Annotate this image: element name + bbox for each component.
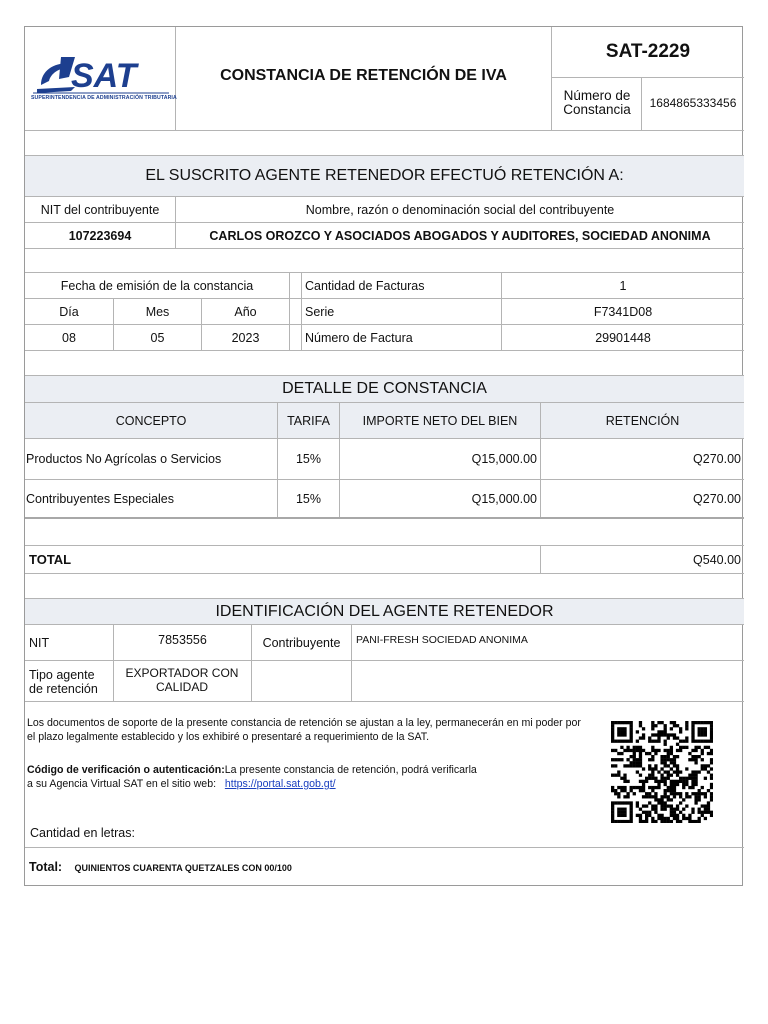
row-retencion: Q270.00	[693, 452, 741, 466]
amount-words-label: Cantidad en letras:	[30, 826, 135, 840]
agent-contribuyente-label: Contribuyente	[262, 635, 341, 650]
invoice-number: 29901448	[595, 330, 651, 345]
row-concepto: Productos No Agrícolas o Servicios	[26, 452, 222, 466]
sat-logo	[31, 49, 177, 109]
column-retencion: RETENCIÓN	[605, 413, 680, 428]
detail-heading: DETALLE DE CONSTANCIA	[282, 380, 487, 397]
year-label: Año	[234, 304, 257, 319]
verification-line-2	[27, 777, 587, 791]
day-label: Día	[59, 304, 79, 319]
serie-value: F7341D08	[593, 304, 653, 319]
month-label: Mes	[145, 304, 170, 319]
form-code: SAT-2229	[605, 41, 691, 62]
row-importe: Q15,000.00	[471, 452, 537, 466]
month-value: 05	[150, 330, 165, 345]
logo-subtext: SUPERINTENDENCIA DE ADMINISTRACIÓN TRIBUTARIA	[31, 95, 177, 101]
verification-text-2: a su Agencia Virtual SAT en el sitio web:	[27, 778, 217, 790]
verification-label: Código de verificación o autenticación:	[27, 764, 225, 776]
day-value: 08	[62, 330, 76, 345]
invoice-count: 1	[619, 278, 627, 293]
row-importe: Q15,000.00	[471, 491, 537, 506]
legal-text: Los documentos de soporte de la presente constancia de retención se ajustan a la ley, permanecerán en mi poder por el plazo legalmente establecido y los exhibiré o presentaré a requerimiento de la SAT.	[27, 717, 581, 743]
constancia-number: 1684865333456	[649, 96, 737, 110]
constancia-number-label: Número de Constancia	[563, 88, 631, 117]
row-tarifa: 15%	[295, 452, 322, 466]
retention-heading: EL SUSCRITO AGENTE RETENEDOR EFECTUÓ RETENCIÓN A:	[145, 167, 624, 184]
year-value: 2023	[231, 330, 260, 345]
row-tarifa: 15%	[295, 491, 322, 506]
total-value: Q540.00	[693, 552, 741, 567]
row-retencion: Q270.00	[693, 491, 741, 506]
column-importe: IMPORTE NETO DEL BIEN	[362, 413, 518, 428]
taxpayer-name-label: Nombre, razón o denominación social del contribuyente	[305, 202, 615, 217]
agent-type: EXPORTADOR CON CALIDAD	[125, 666, 239, 694]
agent-nit: 7853556	[158, 633, 207, 647]
svg-text:SAT: SAT	[71, 57, 137, 95]
total-words: QUINIENTOS CUARENTA QUETZALES CON 00/100	[74, 863, 292, 873]
agent-type-label: Tipo agente de retención	[29, 668, 98, 696]
invoice-count-label: Cantidad de Facturas	[305, 278, 425, 293]
row-concepto: Contribuyentes Especiales	[26, 491, 174, 506]
emission-date-label: Fecha de emisión de la constancia	[60, 278, 254, 293]
taxpayer-nit-label: NIT del contribuyente	[40, 202, 160, 217]
column-tarifa: TARIFA	[287, 413, 330, 428]
taxpayer-name: CARLOS OROZCO Y ASOCIADOS ABOGADOS Y AUDITORES, SOCIEDAD ANONIMA	[209, 228, 711, 243]
document-title: CONSTANCIA DE RETENCIÓN DE IVA	[220, 67, 507, 84]
agent-nit-label: NIT	[29, 635, 50, 650]
taxpayer-nit: 107223694	[68, 228, 132, 243]
agent-heading: IDENTIFICACIÓN DEL AGENTE RETENEDOR	[215, 602, 554, 620]
serie-label: Serie	[305, 304, 335, 319]
column-concepto: CONCEPTO	[115, 413, 187, 428]
verification-text-1: La presente constancia de retención, podrá verificarla	[224, 764, 477, 776]
verification-block	[27, 763, 587, 791]
verification-line-1	[27, 763, 587, 777]
constancia-document	[24, 26, 743, 886]
agent-contribuyente: PANI-FRESH SOCIEDAD ANONIMA	[356, 634, 528, 646]
total-words-label: Total:	[29, 860, 63, 874]
qr-code-graphic	[611, 721, 713, 823]
verification-link[interactable]: https://portal.sat.gob.gt/	[224, 778, 336, 790]
qr-code	[611, 721, 713, 823]
invoice-number-label: Número de Factura	[305, 330, 413, 345]
total-words-row	[29, 858, 729, 876]
total-label: TOTAL	[29, 551, 72, 567]
